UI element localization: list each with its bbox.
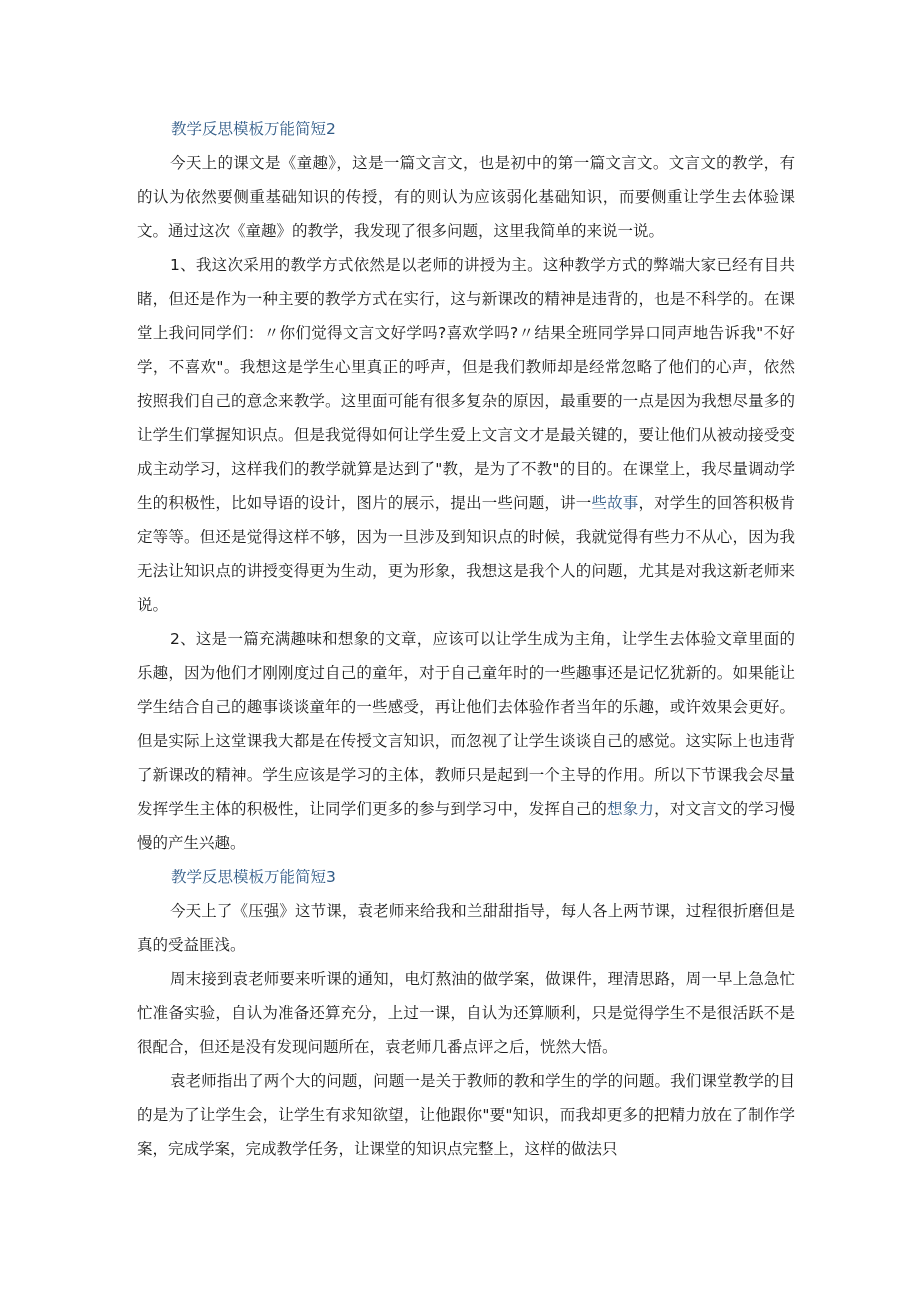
paragraph-3-3: 袁老师指出了两个大的问题，问题一是关于教师的教和学生的学的问题。我们课堂教学的目的是为了让学生会，让学生有求知欲望，让他跟你"要"知识，而我却更多的把精力放在了制作学案，完成学案，完成教学任务，让课堂的知识点完整上，这样的做法只: [137, 1072, 795, 1158]
paragraph-2-2-text-a: 1、我这次采用的教学方式依然是以老师的讲授为主。这种教学方式的弊端大家已经有目共睹，但还是作为一种主要的教学方式在实行，这与新课改的精神是违背的，也是不科学的。在课堂上我问同学们：〃你们觉得文言文好学吗?喜欢学吗?〃结果全班同学异口同声地告诉我"不好学，不喜欢"。我想这是学生心里真正的呼声，但是我们教师却是经常忽略了他们的心声，依然按照我们自己的意念来教学。这里面可能有很多复杂的原因，最重要的一点是因为我想尽量多的让学生们掌握知识点。但是我觉得如何让学生爱上文言文才是最关键的，要让他们从被动接受变成主动学习，这样我们的教学就算是达到了"教，是为了不教"的目的。在课堂上，我尽量调动学生的积极性，比如导语的设计，图片的展示，提出一些问题，讲一: [137, 256, 795, 512]
paragraph-3-1: 今天上了《压强》这节课，袁老师来给我和兰甜甜指导，每人各上两节课，过程很折磨但是真的受益匪浅。: [137, 902, 795, 954]
paragraph-2-2-text-b: ，对学生的回答积极肯定等等。但还是觉得这样不够，因为一旦涉及到知识点的时候，我就觉得有些力不从心，因为我无法让知识点的讲授变得更为生动，更为形象，我想这是我个人的问题，尤其是对我这新老师来说。: [137, 494, 795, 614]
paragraph-2-2: [137, 248, 795, 622]
story-link[interactable]: 些故事: [591, 494, 639, 512]
paragraph-3-2: 周末接到袁老师要来听课的通知，电灯熬油的做学案，做课件，理清思路，周一早上急急忙忙准备实验，自认为准备还算充分，上过一课，自认为还算顺利，只是觉得学生不是很活跃不是很配合，但还是没有发现问题所在，袁老师几番点评之后，恍然大悟。: [137, 970, 795, 1056]
paragraph-2-3: [137, 622, 795, 860]
section-heading-2: 教学反思模板万能简短2: [171, 120, 336, 138]
paragraph-2-3-text-a: 2、这是一篇充满趣味和想象的文章，应该可以让学生成为主角，让学生去体验文章里面的乐趣，因为他们才刚刚度过自己的童年，对于自己童年时的一些趣事还是记忆犹新的。如果能让学生结合自己的趣事谈谈童年的一些感受，再让他们去体验作者当年的乐趣，或许效果会更好。但是实际上这堂课我大都是在传授文言知识，而忽视了让学生谈谈自己的感觉。这实际上也违背了新课改的精神。学生应该是学习的主体，教师只是起到一个主导的作用。所以下节课我会尽量发挥学生主体的积极性，让同学们更多的参与到学习中，发挥自己的: [137, 630, 795, 818]
section-heading-3: 教学反思模板万能简短3: [171, 868, 336, 886]
paragraph-2-3-text-b: ，对文言文的学习慢慢的产生兴趣。: [137, 800, 795, 852]
paragraph-2-1: 今天上的课文是《童趣》，这是一篇文言文，也是初中的第一篇文言文。文言文的教学，有的认为依然要侧重基础知识的传授，有的则认为应该弱化基础知识，而要侧重让学生去体验课文。通过这次《童趣》的教学，我发现了很多问题，这里我简单的来说一说。: [137, 154, 795, 240]
document-body: [137, 112, 795, 1166]
imagination-link[interactable]: 想象力: [607, 800, 655, 818]
